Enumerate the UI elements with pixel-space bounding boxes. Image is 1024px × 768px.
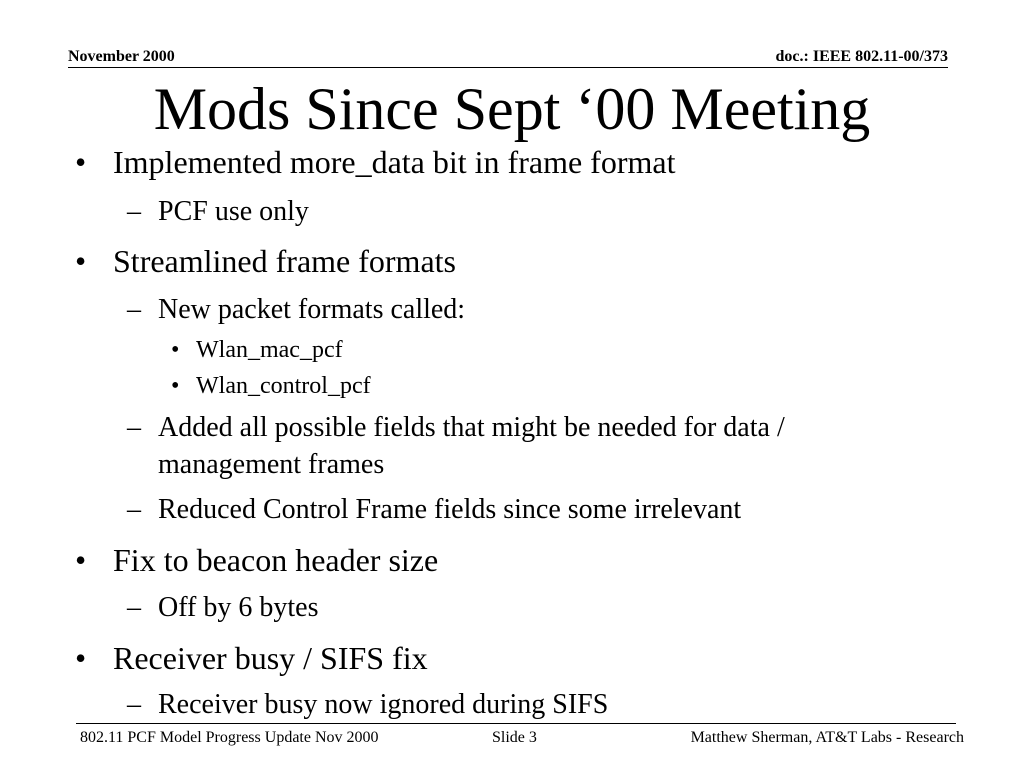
- footer-slide-number: Slide 3: [492, 729, 537, 746]
- bullet-text: Implemented more_data bit in frame format: [113, 144, 676, 180]
- dash-mark: –: [127, 294, 141, 325]
- sub-bullet-text: PCF use only: [158, 196, 309, 227]
- bullet-mark: •: [75, 144, 87, 180]
- sub-sub-bullet-text: Wlan_mac_pcf: [196, 337, 343, 363]
- sub-bullet-text: Added all possible fields that might be needed for data /: [158, 412, 785, 443]
- footer-divider: [76, 723, 956, 724]
- bullet-mark: •: [75, 243, 87, 279]
- footer-presentation-title: 802.11 PCF Model Progress Update Nov 2000: [80, 729, 379, 746]
- footer-author: Matthew Sherman, AT&T Labs - Research: [690, 729, 964, 746]
- slide-title: Mods Since Sept ‘00 Meeting: [153, 76, 871, 142]
- dash-mark: –: [127, 412, 141, 443]
- sub-bullet-text: Reduced Control Frame fields since some irrelevant: [158, 494, 742, 525]
- header-date: November 2000: [68, 48, 175, 65]
- sub-sub-bullet-text: Wlan_control_pcf: [196, 373, 371, 399]
- dash-mark: –: [127, 494, 141, 525]
- dash-mark: –: [127, 592, 141, 623]
- bullet-mark: •: [171, 337, 180, 363]
- bullet-text: Fix to beacon header size: [113, 542, 439, 578]
- sub-bullet-text: Receiver busy now ignored during SIFS: [158, 689, 609, 720]
- sub-bullet-text: management frames: [158, 449, 385, 480]
- bullet-text: Streamlined frame formats: [113, 243, 456, 279]
- sub-bullet-text: Off by 6 bytes: [158, 592, 319, 623]
- dash-mark: –: [127, 689, 141, 720]
- sub-bullet-text: New packet formats called:: [158, 294, 466, 325]
- bullet-mark: •: [75, 640, 87, 676]
- dash-mark: –: [127, 196, 141, 227]
- header-doc-id: doc.: IEEE 802.11-00/373: [775, 48, 948, 65]
- bullet-text: Receiver busy / SIFS fix: [113, 640, 428, 676]
- bullet-mark: •: [171, 373, 180, 399]
- bullet-mark: •: [75, 542, 87, 578]
